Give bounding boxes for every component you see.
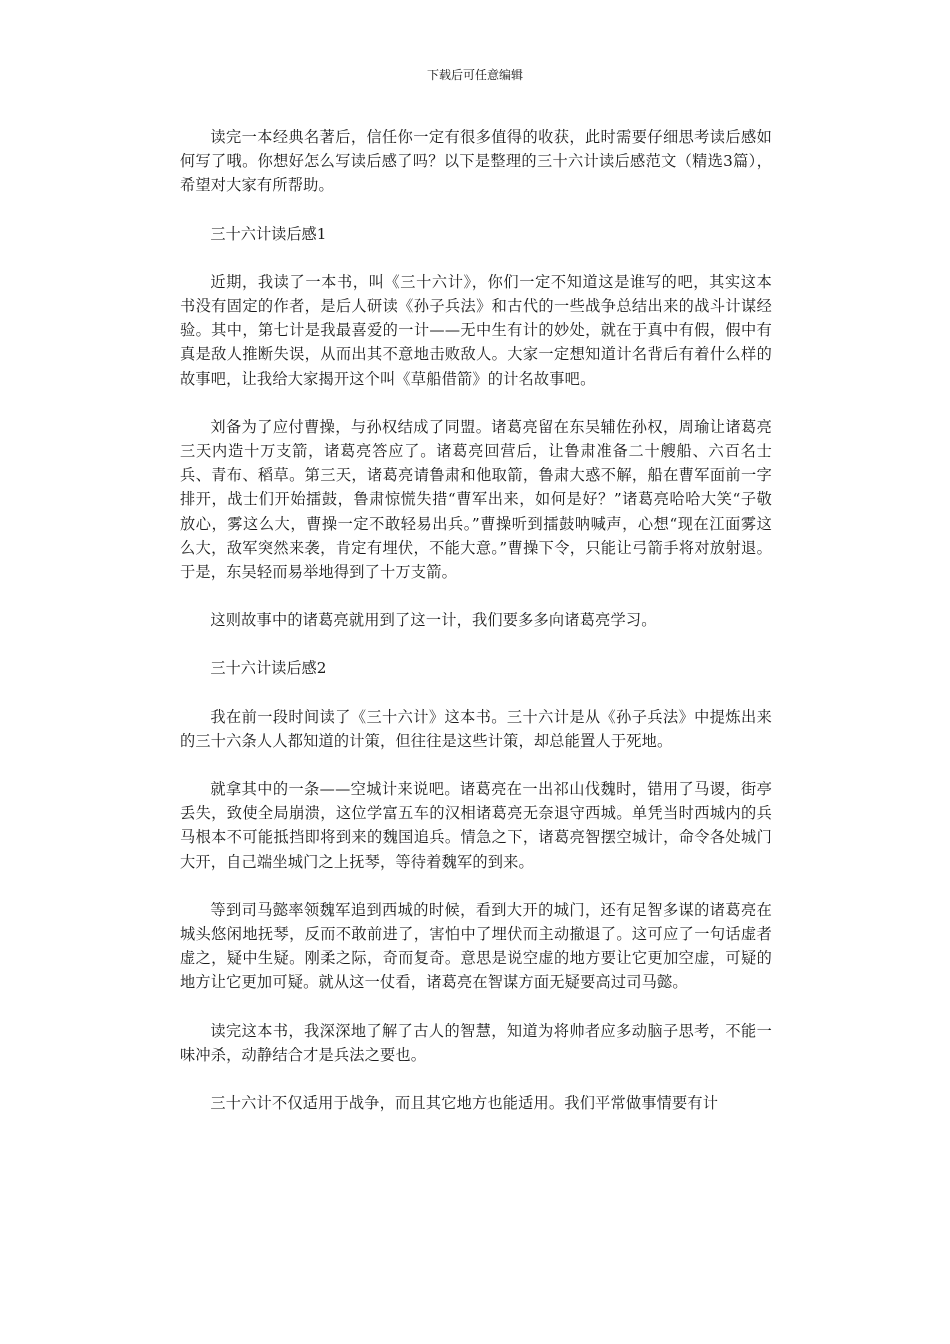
section-heading-1: 三十六计读后感1 bbox=[210, 224, 327, 243]
header-note: 下载后可任意编辑 bbox=[426, 68, 523, 82]
paragraph: 读完这本书，我深深地了解了古人的智慧，知道为将帅者应多动脑子思考，不能一味冲杀，动静结合才是兵法之要也。 bbox=[180, 1021, 772, 1064]
section-heading-2: 三十六计读后感2 bbox=[210, 659, 327, 678]
document-body bbox=[180, 125, 772, 1139]
paragraph: 近期，我读了一本书，叫《三十六计》，你们一定不知道这是谁写的吧，其实这本书没有固定的作者，是后人研读《孙子兵法》和古代的一些战争总结出来的战斗计谋经验。其中，第七计是我最喜爱的一计——无中生有计的妙处，就在于真中有假，假中有真是敌人推断失误，从而出其不意地击败敌人。大家一定想知道计名背后有着什么样的故事吧，让我给大家揭开这个叫《草船借箭》的计名故事吧。 bbox=[180, 272, 772, 388]
paragraph: 就拿其中的一条——空城计来说吧。诸葛亮在一出祁山伐魏时，错用了马谡，街亭丢失，致使全局崩溃，这位学富五车的汉相诸葛亮无奈退守西城。单凭当时西城内的兵马根本不可能抵挡即将到来的魏国追兵。情急之下，诸葛亮智摆空城计，命令各处城门大开，自己端坐城门之上抚琴，等待着魏军的到来。 bbox=[180, 780, 772, 871]
paragraph: 我在前一段时间读了《三十六计》这本书。三十六计是从《孙子兵法》中提炼出来的三十六条人人都知道的计策，但往往是这些计策，却总能置人于死地。 bbox=[180, 707, 772, 750]
intro-paragraph: 读完一本经典名著后，信任你一定有很多值得的收获，此时需要仔细思考读后感如何写了哦。你想好怎么写读后感了吗？以下是整理的三十六计读后感范文（精选3篇），希望对大家有所帮助。 bbox=[180, 128, 772, 195]
paragraph: 等到司马懿率领魏军追到西城的时候，看到大开的城门，还有足智多谋的诸葛亮在城头悠闲地抚琴，反而不敢前进了，害怕中了埋伏而主动撤退了。这可应了一句话虚者虚之，疑中生疑。刚柔之际，奇而复奇。意思是说空虚的地方要让它更加空虚，可疑的地方让它更加可疑。就从这一仗看，诸葛亮在智谋方面无疑要高过司马懿。 bbox=[180, 900, 772, 992]
paragraph: 刘备为了应付曹操，与孙权结成了同盟。诸葛亮留在东吴辅佐孙权，周瑜让诸葛亮三天内造十万支箭，诸葛亮答应了。诸葛亮回营后，让鲁肃准备二十艘船、六百名士兵、青布、稻草。第三天，诸葛亮请鲁肃和他取箭，鲁肃大惑不解，船在曹军面前一字排开，战士们开始擂鼓，鲁肃惊慌失措“曹军出来，如何是好？”诸葛亮哈哈大笑“子敬放心，雾这么大，曹操一定不敢轻易出兵。”曹操听到擂鼓呐喊声，心想“现在江面雾这么大，敌军突然来袭，肯定有埋伏，不能大意。”曹操下令，只能让弓箭手将对放射退。于是，东吴轻而易举地得到了十万支箭。 bbox=[180, 417, 772, 582]
paragraph: 这则故事中的诸葛亮就用到了这一计，我们要多多向诸葛亮学习。 bbox=[210, 611, 657, 630]
paragraph: 三十六计不仅适用于战争，而且其它地方也能适用。我们平常做事情要有计 bbox=[210, 1094, 719, 1113]
